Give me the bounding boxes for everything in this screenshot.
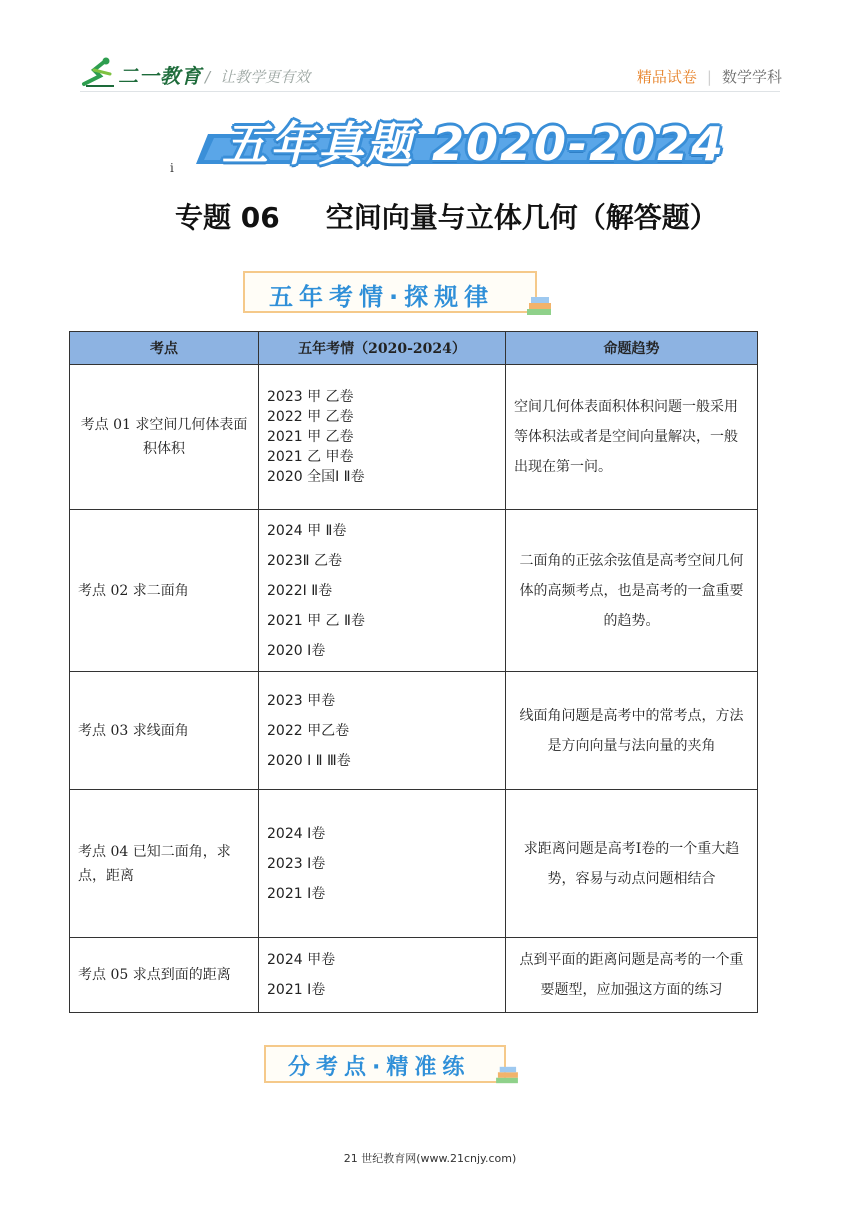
tagline [637, 66, 782, 87]
header-point: 考点 [70, 332, 259, 365]
slogan [205, 66, 310, 87]
page-footer: 21 世纪教育网(www.21cnjy.com) [343, 1152, 517, 1165]
year-line: 2022Ⅰ Ⅱ卷 [267, 582, 333, 599]
trend-cell: 线面角问题是高考中的常考点，方法是方向向量与法向量的夹角 [506, 672, 758, 790]
logo-text: 二一教育 [118, 64, 202, 88]
tag-separator: | [706, 68, 712, 86]
section-title-overview: 五年考情·探规律 [269, 283, 495, 311]
year-line: 2021 乙 甲卷 [267, 449, 354, 465]
trend-cell: 空间几何体表面积体积问题一般采用等体积法或者是空间向量解决，一般出现在第一问。 [506, 365, 758, 510]
banner-title: 五年真题 2020-2024 [222, 117, 726, 171]
exam-analysis-table [69, 331, 758, 1013]
year-line: 2024 Ⅰ卷 [267, 825, 326, 842]
point-cell: 考点 03 求线面角 [70, 672, 259, 790]
years-cell [259, 790, 506, 938]
point-cell: 考点 02 求二面角 [70, 510, 259, 672]
header-trend: 命题趋势 [506, 332, 758, 365]
table-header-row [70, 332, 758, 365]
year-line: 2020 Ⅰ Ⅱ Ⅲ卷 [267, 752, 351, 769]
table-row [70, 938, 758, 1013]
trend-cell: 二面角的正弦余弦值是高考空间几何体的高频考点，也是高考的一盒重要的趋势。 [506, 510, 758, 672]
books-icon [525, 295, 553, 317]
years-cell [259, 365, 506, 510]
year-line: 2023 甲卷 [267, 692, 336, 709]
year-line: 2021 Ⅰ卷 [267, 982, 326, 998]
year-line: 2024 甲卷 [267, 952, 336, 968]
year-line: 2021 Ⅰ卷 [267, 885, 326, 902]
year-line: 2021 甲 乙 Ⅱ卷 [267, 612, 365, 629]
year-line: 2022 甲 乙卷 [267, 409, 354, 425]
header-years: 五年考情（2020-2024） [259, 332, 506, 365]
year-line: 2024 甲 Ⅱ卷 [267, 522, 347, 539]
years-cell [259, 938, 506, 1013]
year-line: 2023Ⅱ 乙卷 [267, 552, 342, 569]
year-line: 2020 全国Ⅰ Ⅱ卷 [267, 469, 365, 485]
year-line: 2023 Ⅰ卷 [267, 855, 326, 872]
year-line: 2023 甲 乙卷 [267, 389, 354, 405]
table-row [70, 790, 758, 938]
page-header [0, 0, 860, 100]
point-cell: 考点 01 求空间几何体表面积体积 [70, 365, 259, 510]
table-row [70, 672, 758, 790]
tag-subject: 数学学科 [721, 68, 782, 86]
tag-premium: 精品试卷 [636, 68, 697, 86]
books-icon [494, 1065, 520, 1085]
year-line: 2020 Ⅰ卷 [267, 642, 326, 659]
years-cell [259, 510, 506, 672]
years-cell [259, 672, 506, 790]
slogan-text: 让教学更有效 [220, 68, 311, 86]
page-title [175, 196, 718, 236]
topic-number: 专题 06 [175, 201, 280, 234]
table-row [70, 365, 758, 510]
header-divider [80, 91, 780, 92]
topic-title: 空间向量与立体几何（解答题） [325, 201, 718, 234]
slogan-separator: / [205, 68, 211, 86]
stray-mark: i [170, 161, 174, 175]
section-badge-practice [264, 1045, 520, 1087]
year-line: 2021 甲 乙卷 [267, 429, 354, 445]
section-title-practice: 分考点·精准练 [288, 1055, 471, 1080]
trend-cell: 求距离问题是高考Ⅰ卷的一个重大趋势，容易与动点问题相结合 [506, 790, 758, 938]
table-row [70, 510, 758, 672]
trend-cell: 点到平面的距离问题是高考的一个重要题型，应加强这方面的练习 [506, 938, 758, 1013]
point-cell: 考点 04 已知二面角，求点，距离 [70, 790, 259, 938]
section-badge-overview [243, 271, 553, 317]
year-line: 2022 甲乙卷 [267, 722, 350, 739]
point-cell: 考点 05 求点到面的距离 [70, 938, 259, 1013]
